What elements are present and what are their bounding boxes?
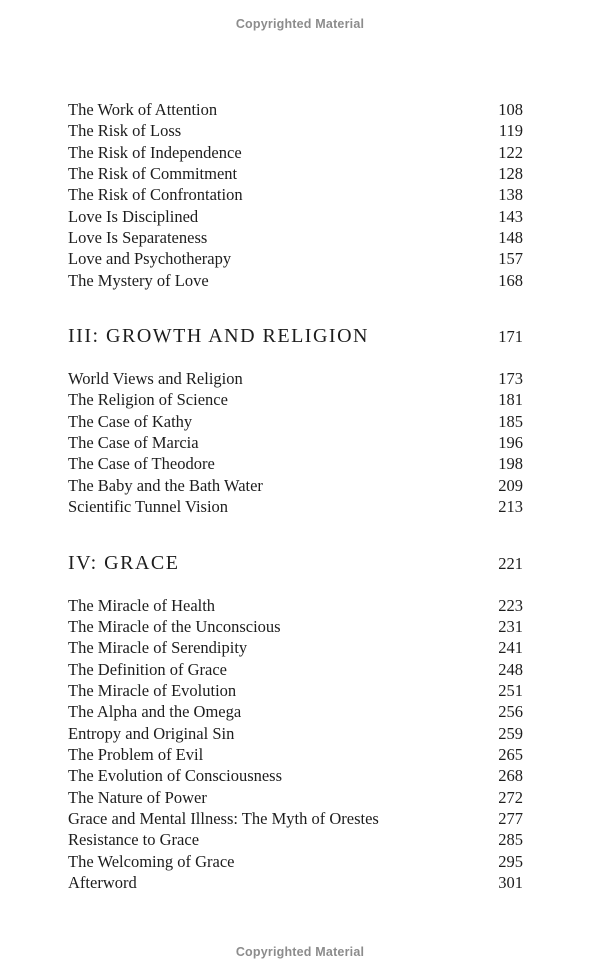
toc-row-title: Resistance to Grace [68, 830, 200, 850]
toc-row-title: The Evolution of Consciousness [68, 766, 283, 786]
toc-section [68, 324, 523, 517]
toc-row [68, 496, 523, 517]
toc-row-title: Grace and Mental Illness: The Myth of Orestes [68, 808, 379, 828]
toc-row-title: World Views and Religion [68, 369, 243, 389]
toc-row [68, 248, 523, 269]
toc-row [68, 701, 523, 722]
toc-row-title: The Mystery of Love [68, 270, 209, 290]
toc-row [68, 389, 523, 410]
toc-row-title: The Miracle of the Unconscious [68, 616, 281, 636]
toc-row-title: The Risk of Independence [68, 142, 242, 162]
toc-row-page: 148 [498, 228, 523, 248]
toc-row [68, 808, 523, 829]
toc-row [68, 411, 523, 432]
toc-row-page: 122 [498, 142, 523, 162]
toc-row-title: Love Is Separateness [68, 228, 208, 248]
toc-row-page: 285 [498, 830, 523, 850]
toc-row-page: 256 [498, 702, 523, 722]
toc-row [68, 616, 523, 637]
toc-row-title: The Risk of Commitment [68, 164, 238, 184]
toc-row-page: 108 [498, 100, 523, 119]
toc-row-page: 157 [498, 249, 523, 269]
toc-row-title: The Baby and the Bath Water [68, 475, 263, 495]
toc-row [68, 142, 523, 163]
toc-row-page: 248 [498, 659, 523, 679]
toc-row [68, 723, 523, 744]
toc-row-page: 268 [498, 766, 523, 786]
toc-row [68, 680, 523, 701]
toc-row-title: The Miracle of Health [68, 595, 216, 615]
toc-row-title: Entropy and Original Sin [68, 723, 235, 743]
toc-row-title: The Risk of Confrontation [68, 185, 243, 205]
toc-row-title: The Definition of Grace [68, 659, 227, 679]
toc-row [68, 475, 523, 496]
toc-row-title: The Case of Theodore [68, 454, 215, 474]
toc-row-page: 173 [498, 369, 523, 389]
toc-row-page: 251 [498, 680, 523, 700]
toc-row-page: 119 [498, 121, 523, 141]
toc-row [68, 829, 523, 850]
toc-row [68, 659, 523, 680]
toc-row-title: Afterword [68, 872, 137, 892]
toc-row-page: 138 [498, 185, 523, 205]
toc-row [68, 206, 523, 227]
toc-row [68, 637, 523, 658]
toc-row-title: The Welcoming of Grace [68, 851, 235, 871]
toc-row-title: Love Is Disciplined [68, 206, 199, 226]
toc-row-page: 209 [498, 475, 523, 495]
toc-row-page: 168 [498, 270, 523, 290]
toc-row-title: The Problem of Evil [68, 744, 204, 764]
toc-row-page: 277 [498, 808, 523, 828]
toc-row [68, 851, 523, 872]
toc-row-page: 185 [498, 411, 523, 431]
toc-row-page: 295 [498, 851, 523, 871]
toc-row-page: 196 [498, 433, 523, 453]
toc-section-heading [68, 324, 523, 349]
toc-row-title: The Case of Kathy [68, 411, 193, 431]
toc-section [68, 99, 523, 291]
toc-row-page: 231 [498, 616, 523, 636]
toc-row [68, 184, 523, 205]
toc-row-title: Love and Psychotherapy [68, 249, 232, 269]
toc-row [68, 872, 523, 893]
toc-row-page: 301 [498, 872, 523, 892]
toc-row [68, 765, 523, 786]
toc-row-title: The Alpha and the Omega [68, 702, 242, 722]
toc-row [68, 270, 523, 291]
toc-row [68, 120, 523, 141]
toc-row-title: The Case of Marcia [68, 433, 199, 453]
toc-section-heading-label: III: GROWTH AND RELIGION [68, 325, 369, 348]
toc-row [68, 453, 523, 474]
toc-row [68, 595, 523, 616]
toc-row-page: 272 [498, 787, 523, 807]
toc-row-page: 181 [498, 390, 523, 410]
toc-row-page: 143 [498, 206, 523, 226]
toc-row-title: The Miracle of Evolution [68, 680, 237, 700]
toc-section-heading [68, 551, 523, 576]
toc-row-title: The Miracle of Serendipity [68, 638, 248, 658]
copyright-notice-bottom: Copyrighted Material [235, 945, 365, 959]
toc-row-title: The Risk of Loss [68, 121, 182, 141]
toc-row [68, 368, 523, 389]
toc-row-page: 198 [498, 454, 523, 474]
toc-row [68, 99, 523, 120]
toc-row-page: 128 [498, 164, 523, 184]
toc-row [68, 227, 523, 248]
toc-row-title: The Work of Attention [68, 100, 218, 119]
toc-row-page: 223 [498, 595, 523, 615]
toc-row-title: Scientific Tunnel Vision [68, 497, 229, 517]
toc-section-heading-page: 221 [498, 553, 523, 573]
toc-section [68, 551, 523, 894]
toc-row [68, 787, 523, 808]
toc-section-heading-page: 171 [498, 327, 523, 347]
toc-row-page: 241 [498, 638, 523, 658]
toc-row-page: 259 [498, 723, 523, 743]
toc-row-page: 213 [498, 497, 523, 517]
toc-row-title: The Nature of Power [68, 787, 207, 807]
toc-row [68, 432, 523, 453]
table-of-contents [68, 99, 523, 893]
toc-row-title: The Religion of Science [68, 390, 228, 410]
toc-section-heading-label: IV: GRACE [68, 551, 180, 574]
toc-row [68, 163, 523, 184]
copyright-notice-top: Copyrighted Material [235, 17, 365, 31]
toc-row [68, 744, 523, 765]
toc-row-page: 265 [498, 744, 523, 764]
